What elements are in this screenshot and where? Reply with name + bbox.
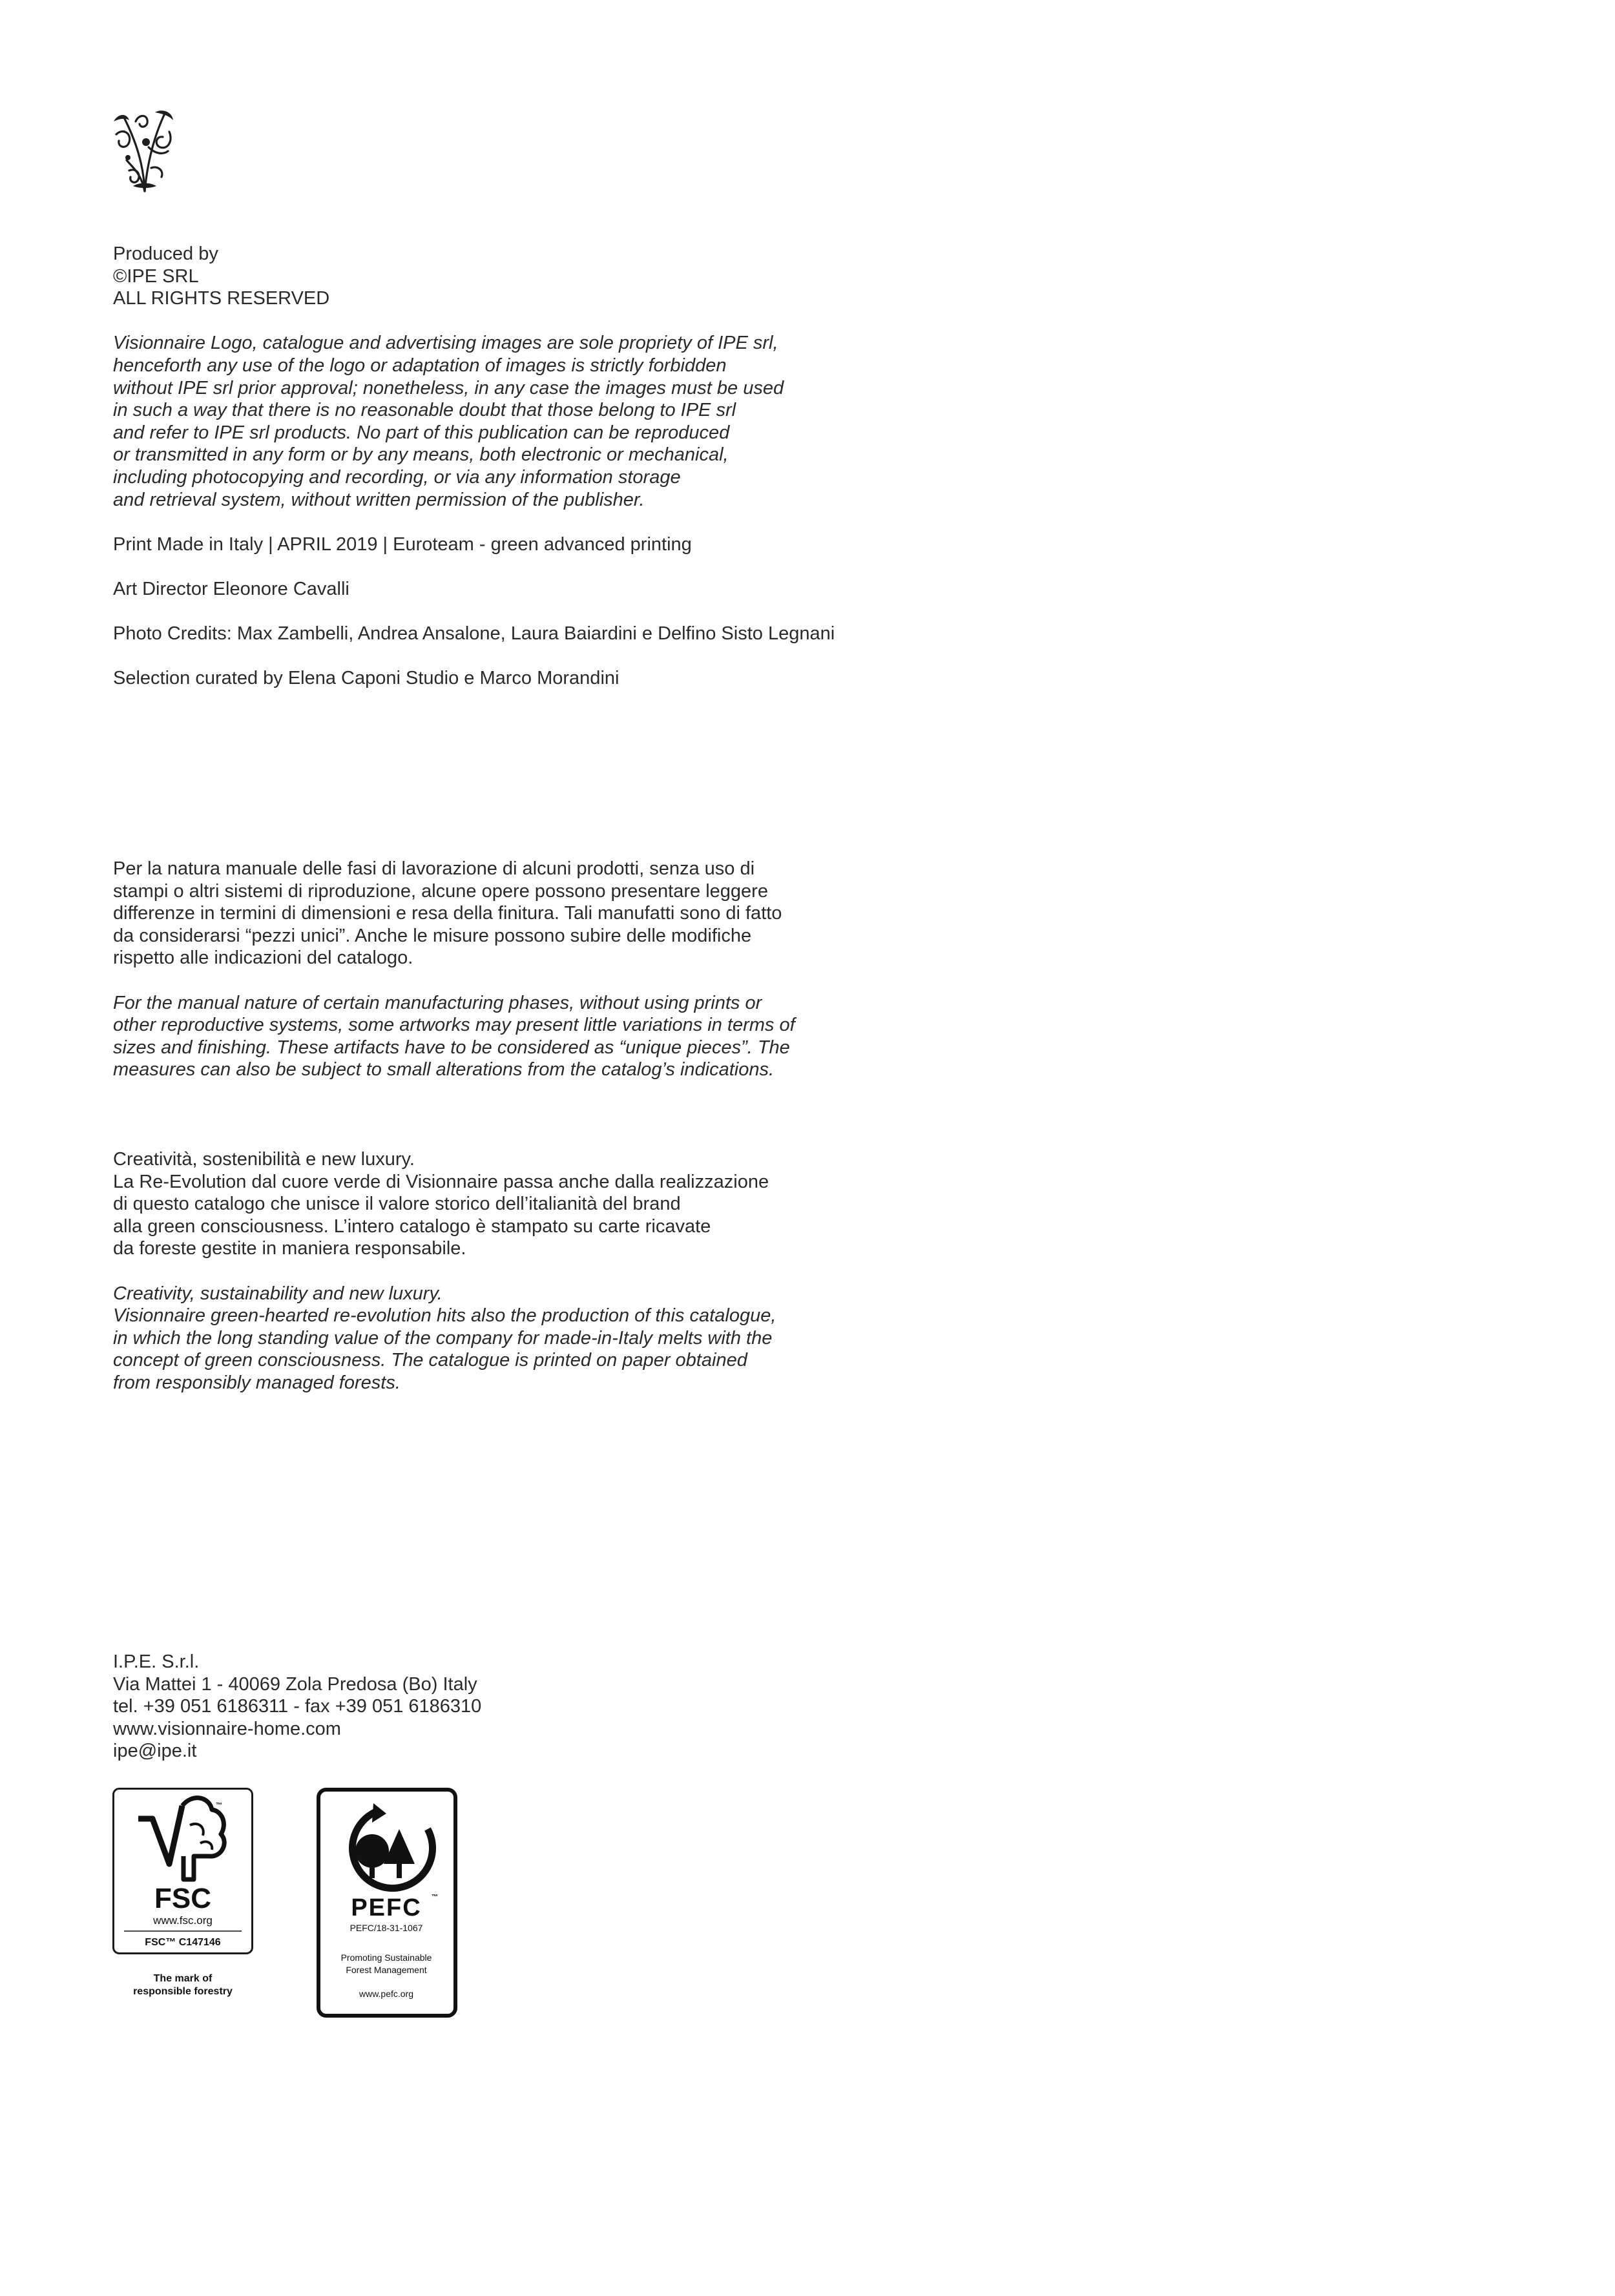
legal-line: and refer to IPE srl products. No part of this publication can be reproduced: [113, 422, 730, 443]
fsc-caption-line: responsible forestry: [133, 1986, 233, 1997]
legal-line: Visionnaire Logo, catalogue and advertising images are sole propriety of IPE srl,: [113, 333, 778, 354]
legal-line: henceforth any use of the logo or adaptation of images is strictly forbidden: [113, 355, 727, 376]
note-en-line: sizes and finishing. These artifacts have to be considered as “unique pieces”. The: [113, 1037, 790, 1058]
sustain-it-line: alla green consciousness. L’intero catalogo è stampato su carte ricavate: [113, 1215, 711, 1237]
visionnaire-fleur-monogram-icon: [110, 109, 177, 194]
note-it-line: da considerarsi “pezzi unici”. Anche le misure possono subire delle modifiche: [113, 925, 752, 946]
sustain-en-line: concept of green consciousness. The catalogue is printed on paper obtained: [113, 1350, 747, 1371]
credits-block: [113, 243, 1017, 690]
sustain-en-line: from responsibly managed forests.: [113, 1372, 401, 1393]
note-en-line: other reproductive systems, some artworks may present little variations in terms of: [113, 1015, 795, 1036]
art-director: Art Director Eleonore Cavalli: [113, 578, 349, 599]
legal-line: in such a way that there is no reasonable doubt that those belong to IPE srl: [113, 400, 736, 421]
sustain-it-line: da foreste gestite in maniera responsabile.: [113, 1238, 466, 1259]
legal-line: without IPE srl prior approval; nonetheless, in any case the images must be used: [113, 377, 784, 398]
email-link[interactable]: ipe@ipe.it: [113, 1741, 197, 1762]
company-phone: tel. +39 051 6186311 - fax +39 051 6186310: [113, 1696, 482, 1717]
produced-by-label: Produced by: [113, 243, 218, 264]
note-it-line: Per la natura manuale delle fasi di lavorazione di alcuni prodotti, senza uso di: [113, 858, 755, 879]
pefc-certification-logo: [317, 1788, 457, 2018]
pefc-license-code: PEFC/18-31-1067: [349, 1923, 423, 1933]
copyright-line: ©IPE SRL: [113, 265, 199, 287]
fsc-license-code: FSC™ C147146: [145, 1937, 221, 1948]
pefc-tagline-line: Forest Management: [346, 1965, 427, 1975]
note-en-line: For the manual nature of certain manufacturing phases, without using prints or: [113, 992, 762, 1013]
fsc-certification-logo: [112, 1788, 255, 2016]
note-en-line: measures can also be subject to small alterations from the catalog’s indications.: [113, 1059, 775, 1081]
note-it-line: stampi o altri sistemi di riproduzione, alcune opere possono presentare leggere: [113, 880, 768, 902]
print-info: Print Made in Italy | APRIL 2019 | Euroteam - green advanced printing: [113, 533, 692, 555]
contact-block: [113, 1651, 1017, 1763]
sustain-it-line: La Re-Evolution dal cuore verde di Visionnaire passa anche dalla realizzazione: [113, 1171, 769, 1192]
legal-line: including photocopying and recording, or via any information storage: [113, 466, 681, 488]
selection-curated: Selection curated by Elena Caponi Studio e Marco Morandini: [113, 668, 620, 689]
pefc-tm: ™: [432, 1894, 438, 1901]
pefc-wordmark: PEFC: [351, 1894, 422, 1921]
note-it-line: rispetto alle indicazioni del catalogo.: [113, 947, 413, 969]
sustain-it-line: di questo catalogo che unisce il valore storico dell’italianità del brand: [113, 1194, 681, 1215]
legal-line: and retrieval system, without written permission of the publisher.: [113, 489, 645, 510]
sustain-it-line: Creatività, sostenibilità e new luxury.: [113, 1149, 415, 1170]
company-address: Via Mattei 1 - 40069 Zola Predosa (Bo) Italy: [113, 1673, 477, 1695]
sustain-en-line: in which the long standing value of the company for made-in-Italy melts with the: [113, 1327, 773, 1349]
legal-line: or transmitted in any form or by any means, both electronic or mechanical,: [113, 444, 729, 466]
fsc-caption-line: The mark of: [153, 1973, 213, 1984]
pefc-tagline-line: Promoting Sustainable: [340, 1952, 432, 1963]
fsc-wordmark: FSC: [154, 1883, 211, 1914]
manufacturing-note: [113, 858, 1017, 1081]
note-it-line: differenze in termini di dimensioni e resa della finitura. Tali manufatti sono di fatto: [113, 903, 782, 924]
sustain-en-line: Visionnaire green-hearted re-evolution hits also the production of this catalogue,: [113, 1305, 776, 1327]
fsc-tm: ™: [216, 1802, 222, 1809]
fsc-website: www.fsc.org: [153, 1914, 213, 1927]
company-name: I.P.E. S.r.l.: [113, 1651, 200, 1672]
website-link[interactable]: www.visionnaire-home.com: [113, 1718, 341, 1739]
sustainability-statement: [113, 1148, 1017, 1394]
sustain-en-line: Creativity, sustainability and new luxury.: [113, 1283, 443, 1304]
photo-credits: Photo Credits: Max Zambelli, Andrea Ansalone, Laura Baiardini e Delfino Sisto Legnani: [113, 623, 835, 645]
rights-reserved-line: ALL RIGHTS RESERVED: [113, 288, 330, 309]
pefc-website: www.pefc.org: [359, 1989, 414, 1999]
